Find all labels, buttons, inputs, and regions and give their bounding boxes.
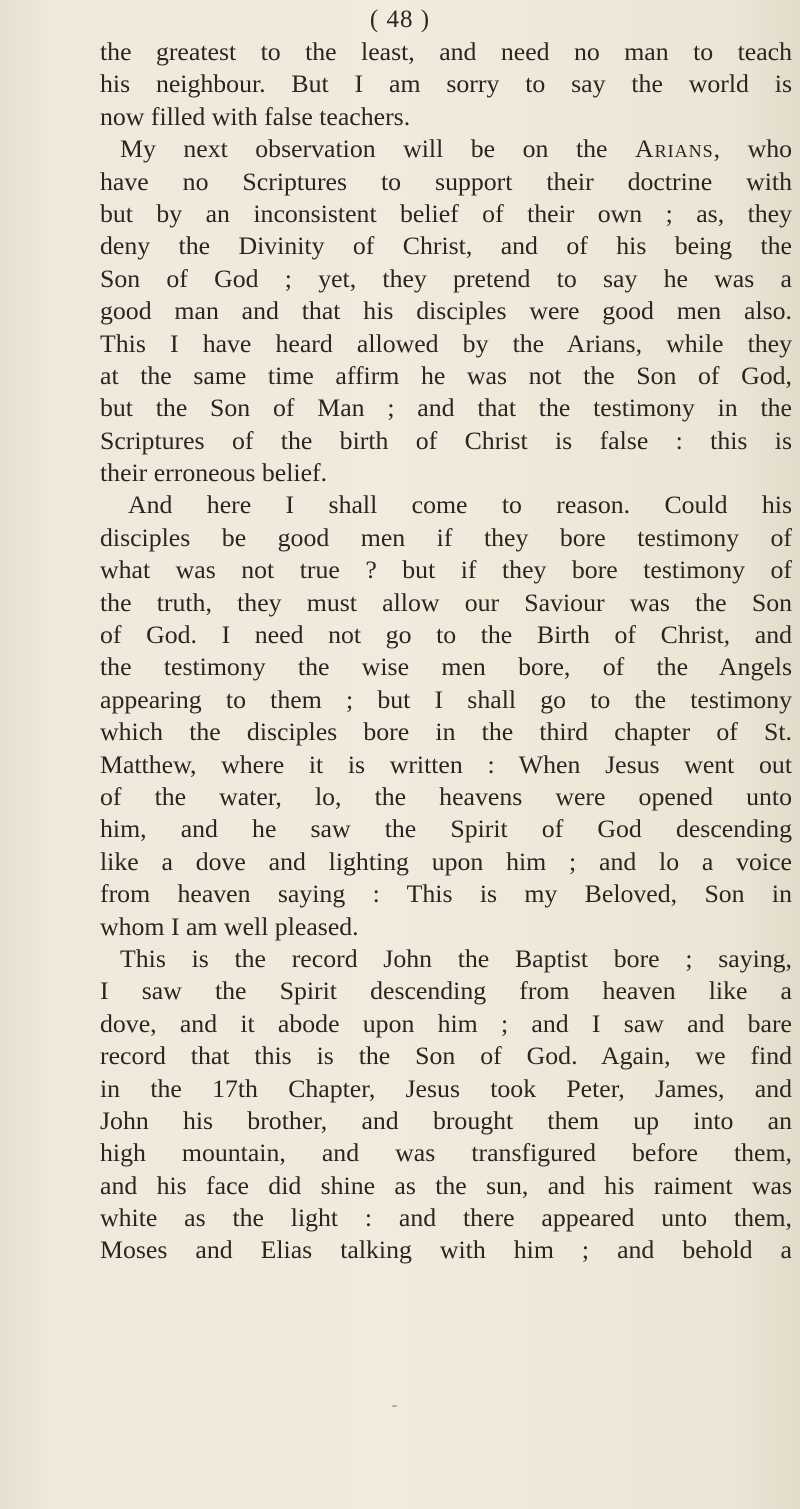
text-line: like a dove and lighting upon him ; and lo a voice [100,846,792,876]
text-line: Son of God ; yet, they pretend to say he was a [100,263,792,293]
text-line: at the same time affirm he was not the Son of God, [100,360,792,390]
text-line: high mountain, and was transfigured before them, [100,1138,792,1168]
text-line: but the Son of Man ; and that the testimony in the [100,393,792,423]
text-line: of God. I need not go to the Birth of Christ, and [100,620,792,650]
body-text [100,36,792,1267]
text-line: of the water, lo, the heavens were opened unto [100,781,792,811]
small-caps-word: Arians [634,134,714,164]
text-line: which the disciples bore in the third chapter of St. [100,717,792,747]
text-line: in the 17th Chapter, Jesus took Peter, James, and [100,1073,792,1103]
text-line: John his brother, and brought them up into an [100,1105,792,1135]
text-line: and his face did shine as the sun, and his raiment was [100,1170,792,1200]
page-number: ( 48 ) [369,6,431,33]
text-line: record that this is the Son of God. Again, we find [100,1041,792,1071]
text-line: from heaven saying : This is my Beloved, Son in [100,879,792,909]
text-line: Moses and Elias talking with him ; and behold a [100,1235,792,1265]
text-line: And here I shall come to reason. Could his [128,490,792,520]
text-line: deny the Divinity of Christ, and of his being the [100,231,792,261]
text-line: have no Scriptures to support their doctrine with [100,166,792,196]
text-line: the truth, they must allow our Saviour was the Son [100,587,792,617]
text-line: his neighbour. But I am sorry to say the world is [100,69,792,99]
text-line: My next observation will be on the Arians, who [120,134,792,164]
text-line: appearing to them ; but I shall go to the testimony [100,684,792,714]
text-line: the testimony the wise men bore, of the Angels [100,652,792,682]
text-line: whom I am well pleased. [100,911,359,941]
text-line: now filled with false teachers. [100,101,411,131]
text-line: This I have heard allowed by the Arians, while they [100,328,792,358]
text-line: him, and he saw the Spirit of God descending [100,814,792,844]
text-line: dove, and it abode upon him ; and I saw and bare [100,1008,792,1038]
text-line: I saw the Spirit descending from heaven like a [100,976,792,1006]
text-line: but by an inconsistent belief of their own ; as, they [100,198,792,228]
text-line: what was not true ? but if they bore testimony of [100,555,792,585]
paper-speck [392,1405,397,1407]
text-line: This is the record John the Baptist bore ; saying, [120,943,792,973]
text-line: Scriptures of the birth of Christ is false : this is [100,425,792,455]
text-line: white as the light : and there appeared unto them, [100,1203,792,1233]
text-line: good man and that his disciples were good men also. [100,296,792,326]
text-line: their erroneous belief. [100,458,328,488]
text-line: Matthew, where it is written : When Jesus went out [100,749,792,779]
text-line: the greatest to the least, and need no man to teach [100,37,792,66]
text-line: disciples be good men if they bore testimony of [100,522,792,552]
